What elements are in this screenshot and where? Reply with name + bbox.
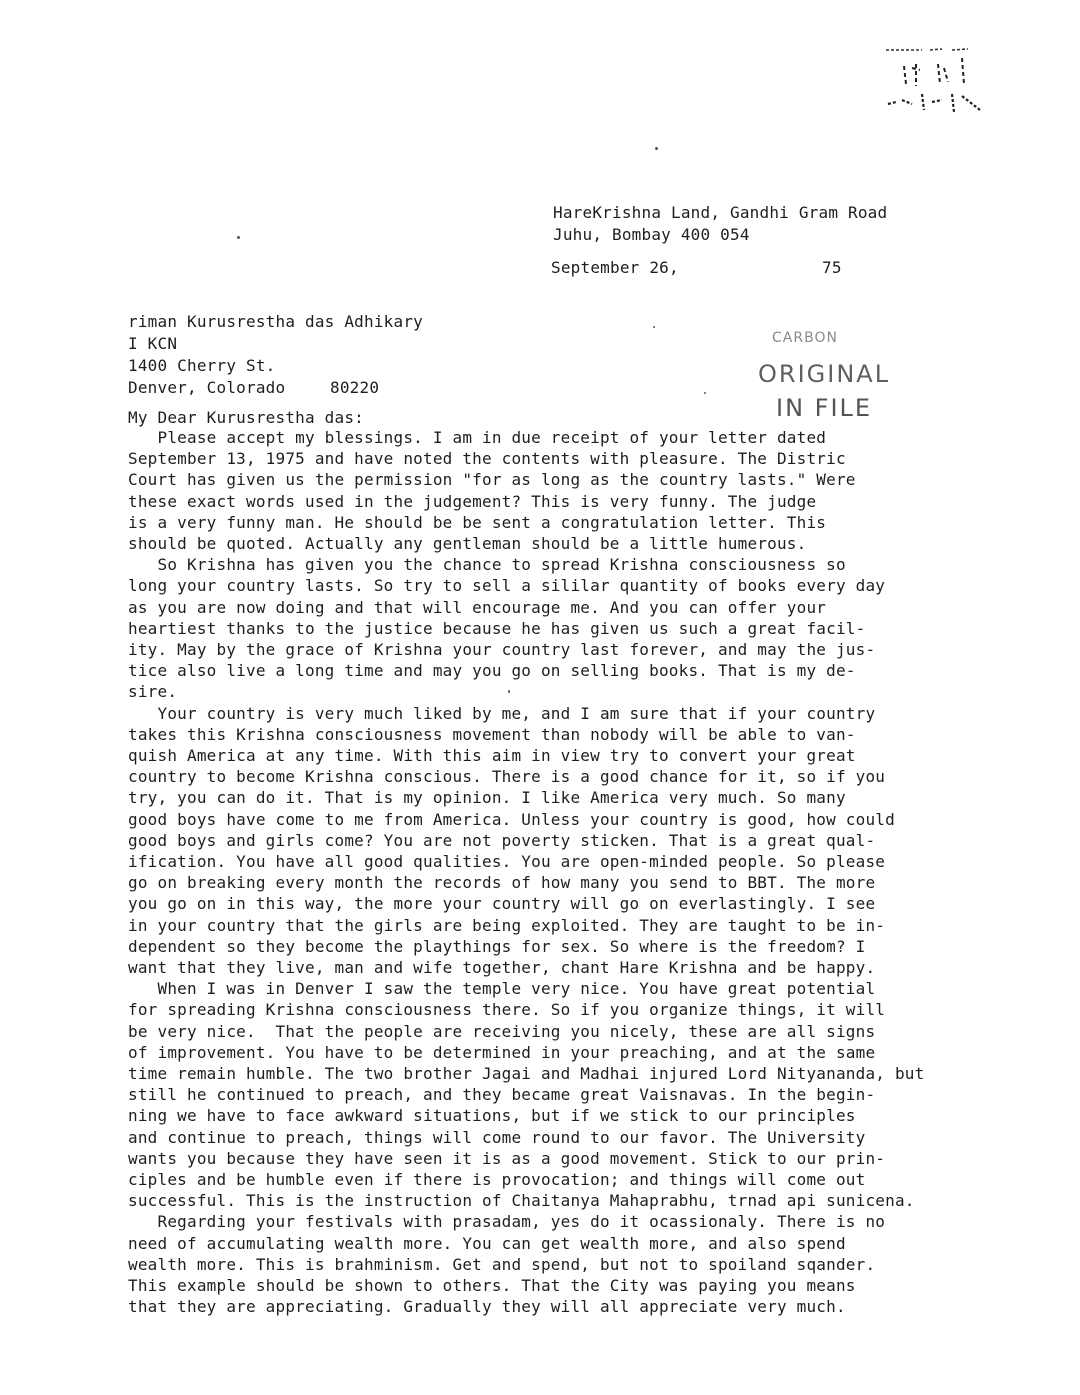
body-line: that they are appreciating. Gradually they will all appreciate very much. bbox=[128, 1297, 846, 1317]
body-line: good boys have come to me from America. Unless your country is good, how could bbox=[128, 809, 895, 829]
body-line: dependent so they become the playthings for sex. So where is the freedom? I bbox=[128, 936, 866, 956]
letter-date-year: 75 bbox=[822, 258, 842, 277]
body-line: need of accumulating wealth more. You can get wealth more, and also spend bbox=[128, 1233, 846, 1253]
body-line: heartiest thanks to the justice because he has given us such a great facil- bbox=[128, 618, 866, 638]
body-line: successful. This is the instruction of Chaitanya Mahaprabhu, trnad api sunicena. bbox=[128, 1191, 915, 1211]
body-line: and continue to preach, things will come round to our favor. The University bbox=[128, 1127, 866, 1147]
recipient-city-state: Denver, Colorado bbox=[128, 378, 286, 397]
recipient-street: 1400 Cherry St. bbox=[128, 356, 276, 375]
body-line: time remain humble. The two brother Jagai and Madhai injured Lord Nityananda, but bbox=[128, 1064, 925, 1083]
sender-address-line-1: HareKrishna Land, Gandhi Gram Road bbox=[553, 203, 888, 222]
in-file-stamp: IN FILE bbox=[776, 394, 873, 422]
body-line: ciples and be humble even if there is provocation; and things will come out bbox=[128, 1170, 866, 1189]
body-line: ification. You have all good qualities. You are open-minded people. So please bbox=[128, 852, 886, 871]
paper-speck bbox=[237, 236, 240, 239]
carbon-stamp: CARBON bbox=[772, 330, 838, 346]
body-line: is a very funny man. He should be be sent a congratulation letter. This bbox=[128, 512, 827, 532]
paper-speck bbox=[655, 147, 658, 150]
body-line: you go on in this way, the more your country will go on everlastingly. I see bbox=[128, 894, 876, 914]
original-stamp: ORIGINAL bbox=[758, 360, 891, 388]
recipient-organization: I KCN bbox=[128, 334, 178, 353]
body-line: wealth more. This is brahminism. Get and spend, but not to spoiland sqander. bbox=[128, 1254, 876, 1274]
body-line: takes this Krishna consciousness movement than nobody will be able to van- bbox=[128, 724, 856, 744]
body-line: be very nice. That the people are receiving you nicely, these are all signs bbox=[128, 1021, 876, 1041]
body-line: Court has given us the permission "for as long as the country lasts." Were bbox=[128, 470, 856, 490]
handwritten-mark bbox=[882, 44, 982, 122]
body-line: sire. bbox=[128, 682, 178, 702]
recipient-name: riman Kurusrestha das Adhikary bbox=[128, 312, 423, 331]
body-line: good boys and girls come? You are not poverty sticken. That is a great qual- bbox=[128, 830, 876, 850]
letter-date: September 26, bbox=[551, 258, 679, 277]
body-line: wants you because they have seen it is as a good movement. Stick to our prin- bbox=[128, 1148, 886, 1168]
body-line: ning we have to face awkward situations, but if we stick to our principles bbox=[128, 1106, 856, 1126]
paper-speck bbox=[508, 690, 510, 693]
body-line: Regarding your festivals with prasadam, yes do it ocassionaly. There is no bbox=[128, 1212, 886, 1232]
body-line: long your country lasts. So try to sell a sililar quantity of books every day bbox=[128, 576, 886, 596]
recipient-zip: 80220 bbox=[330, 378, 380, 397]
body-line: of improvement. You have to be determined in your preaching, and at the same bbox=[128, 1042, 876, 1062]
body-line: ity. May by the grace of Krishna your country last forever, and may the jus- bbox=[128, 640, 876, 659]
body-line: This example should be shown to others. That the City was paying you means bbox=[128, 1276, 856, 1295]
body-line: try, you can do it. That is my opinion. I like America very much. So many bbox=[128, 788, 846, 808]
body-line: go on breaking every month the records of how many you send to BBT. The more bbox=[128, 873, 876, 893]
body-line: still he continued to preach, and they became great Vaisnavas. In the begin- bbox=[128, 1085, 876, 1105]
body-line: these exact words used in the judgement? This is very funny. The judge bbox=[128, 491, 817, 511]
body-line: in your country that the girls are being exploited. They are taught to be in- bbox=[128, 915, 886, 935]
body-line: September 13, 1975 and have noted the contents with pleasure. The Distric bbox=[128, 449, 846, 469]
body-line: as you are now doing and that will encourage me. And you can offer your bbox=[128, 597, 827, 617]
body-line: quish America at any time. With this aim in view try to convert your great bbox=[128, 746, 856, 765]
body-line: should be quoted. Actually any gentleman should be a little humerous. bbox=[128, 534, 807, 553]
sender-address-line-2: Juhu, Bombay 400 054 bbox=[553, 225, 750, 244]
body-line: want that they live, man and wife together, chant Hare Krishna and be happy. bbox=[128, 958, 876, 977]
body-line: Please accept my blessings. I am in due receipt of your letter dated bbox=[128, 428, 827, 447]
paper-speck bbox=[653, 326, 655, 328]
body-line: country to become Krishna conscious. There is a good chance for it, so if you bbox=[128, 767, 886, 787]
salutation: My Dear Kurusrestha das: bbox=[128, 408, 364, 427]
paper-speck bbox=[704, 392, 706, 394]
body-line: for spreading Krishna consciousness there. So if you organize things, it will bbox=[128, 1000, 886, 1020]
body-line: tice also live a long time and may you go on selling books. That is my de- bbox=[128, 661, 856, 681]
body-line: Your country is very much liked by me, and I am sure that if your country bbox=[128, 703, 876, 723]
body-line: When I was in Denver I saw the temple very nice. You have great potential bbox=[128, 979, 876, 999]
body-line: So Krishna has given you the chance to spread Krishna consciousness so bbox=[128, 555, 846, 575]
